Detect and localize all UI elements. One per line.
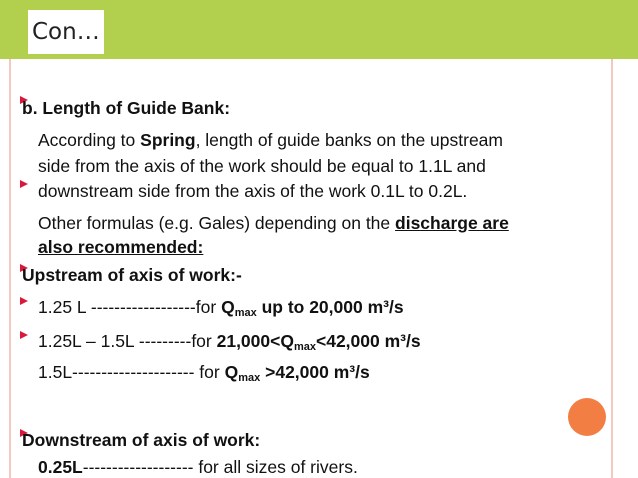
spring-name: Spring [140, 130, 196, 150]
arrow-bullet-icon [20, 180, 28, 188]
discharge-link: discharge are [395, 213, 509, 233]
slide-title: Con… [28, 10, 104, 54]
other-intro: Other formulas (e.g. Gales) depending on the [38, 213, 396, 233]
other-formulas-line-2: also recommended: [38, 237, 204, 257]
up-row3-q: Q [224, 362, 239, 382]
up-row3-sub: max [238, 372, 261, 384]
up-row3-text: 1.5L--------------------- for [38, 362, 225, 382]
frame-left-border [9, 59, 11, 478]
upstream-row-3 [38, 361, 370, 383]
spring-intro: According to [38, 130, 141, 150]
spring-paragraph-line-1 [38, 129, 503, 151]
up-row2-sub: max [293, 341, 316, 353]
arrow-bullet-icon [20, 297, 28, 305]
down-row-value: 0.25L [38, 457, 83, 477]
downstream-row [38, 456, 358, 478]
up-row1-value: up to 20,000 m³/s [256, 297, 404, 317]
up-row1-sub: max [234, 307, 257, 319]
up-row1-q: Q [221, 297, 235, 317]
up-row2-value-b: <42,000 m³/s [316, 331, 421, 351]
decorative-circle [568, 398, 606, 436]
spring-paragraph-line-2: side from the axis of the work should be equal to 1.1L and [38, 156, 486, 176]
upstream-heading: Upstream of axis of work:- [22, 265, 242, 285]
upstream-row-1 [38, 296, 404, 318]
up-row1-text: 1.25 L ------------------for [38, 297, 222, 317]
arrow-bullet-icon [20, 331, 28, 339]
spring-rest: , length of guide banks on the upstream [195, 130, 503, 150]
up-row3-value: >42,000 m³/s [260, 362, 370, 382]
up-row2-text: 1.25L – 1.5L ---------for [38, 331, 217, 351]
downstream-heading: Downstream of axis of work: [22, 430, 261, 450]
other-formulas-line-1 [38, 212, 509, 234]
frame-right-border [611, 59, 613, 478]
upstream-row-2 [38, 330, 421, 352]
down-row-text: ------------------- for all sizes of rivers. [82, 457, 358, 477]
spring-paragraph-line-3: downstream side from the axis of the work 0.1L to 0.2L. [38, 181, 468, 201]
section-b-heading: b. Length of Guide Bank: [22, 98, 231, 118]
up-row2-value-a: 21,000<Q [216, 331, 294, 351]
